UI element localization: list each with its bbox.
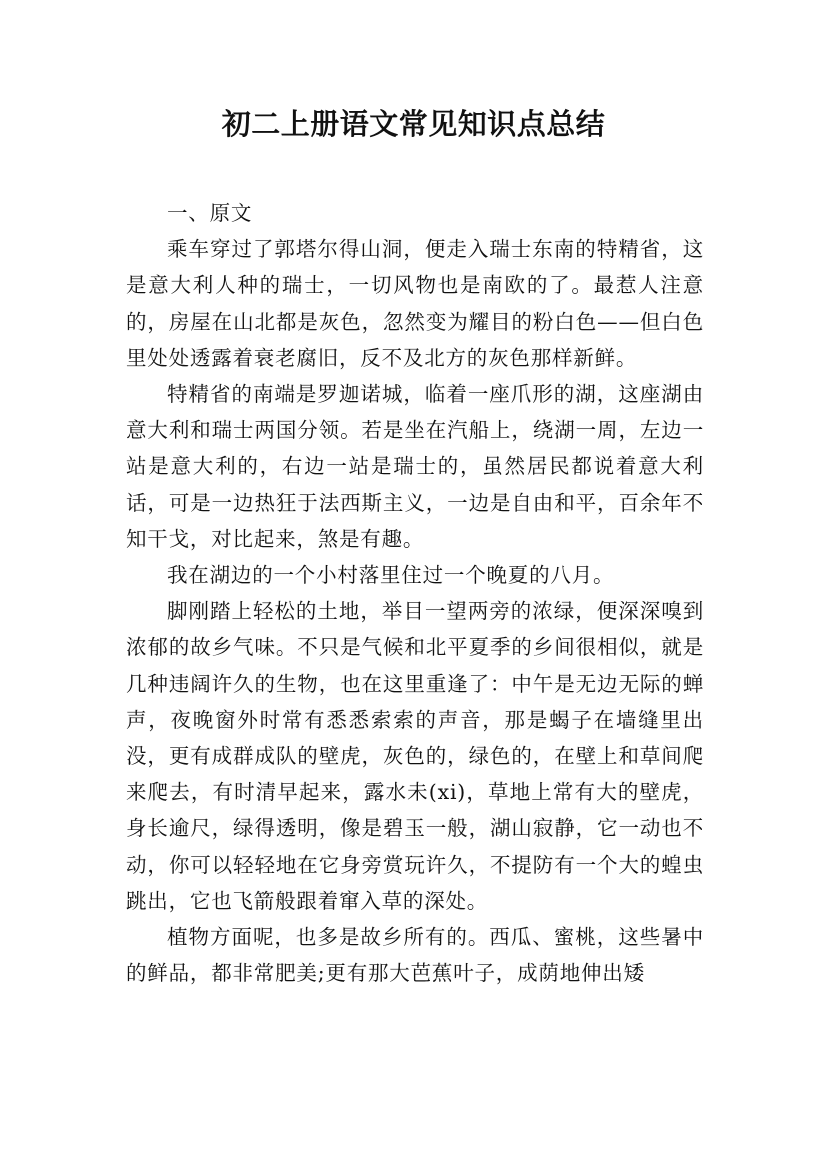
paragraph-5: 植物方面呢，也多是故乡所有的。西瓜、蜜桃，这些暑中的鲜品，都非常肥美;更有那大芭蕉叶子，成荫地伸出矮 bbox=[126, 925, 704, 986]
paragraph-2: 特精省的南端是罗迦诺城，临着一座爪形的湖，这座湖由意大利和瑞士两国分领。若是坐在汽船上，绕湖一周，左边一站是意大利的，右边一站是瑞士的，虽然居民都说着意大利话，可是一边热狂于法西斯主义，一边是自由和平，百余年不知干戈，对比起来，煞是有趣。 bbox=[126, 382, 704, 551]
section-heading: 一、原文 bbox=[167, 201, 253, 225]
document-title: 初二上册语文常见知识点总结 bbox=[221, 107, 606, 141]
document-body bbox=[126, 195, 704, 991]
paragraph-1: 乘车穿过了郭塔尔得山洞，便走入瑞士东南的特精省，这是意大利人种的瑞士，一切风物也是南欧的了。最惹人注意的，房屋在山北都是灰色，忽然变为耀目的粉白色——但白色里处处透露着衰老腐旧，反不及北方的灰色那样新鲜。 bbox=[126, 237, 704, 370]
paragraph-3: 我在湖边的一个小村落里住过一个晚夏的八月。 bbox=[167, 563, 615, 588]
paragraph-4: 脚刚踏上轻松的土地，举目一望两旁的浓绿，便深深嗅到浓郁的故乡气味。不只是气候和北平夏季的乡间很相似，就是几种违阔许久的生物，也在这里重逢了：中午是无边无际的蝉声，夜晚窗外时常有悉悉索索的声音，那是蝎子在墙缝里出没，更有成群成队的壁虎，灰色的，绿色的，在壁上和草间爬来爬去，有时清早起来，露水未(xi)，草地上常有大的壁虎，身长逾尺，绿得透明，像是碧玉一般，湖山寂静，它一动也不动，你可以轻轻地在它身旁赏玩许久，不提防有一个大的蝗虫跳出，它也飞箭般跟着窜入草的深处。 bbox=[126, 599, 704, 913]
